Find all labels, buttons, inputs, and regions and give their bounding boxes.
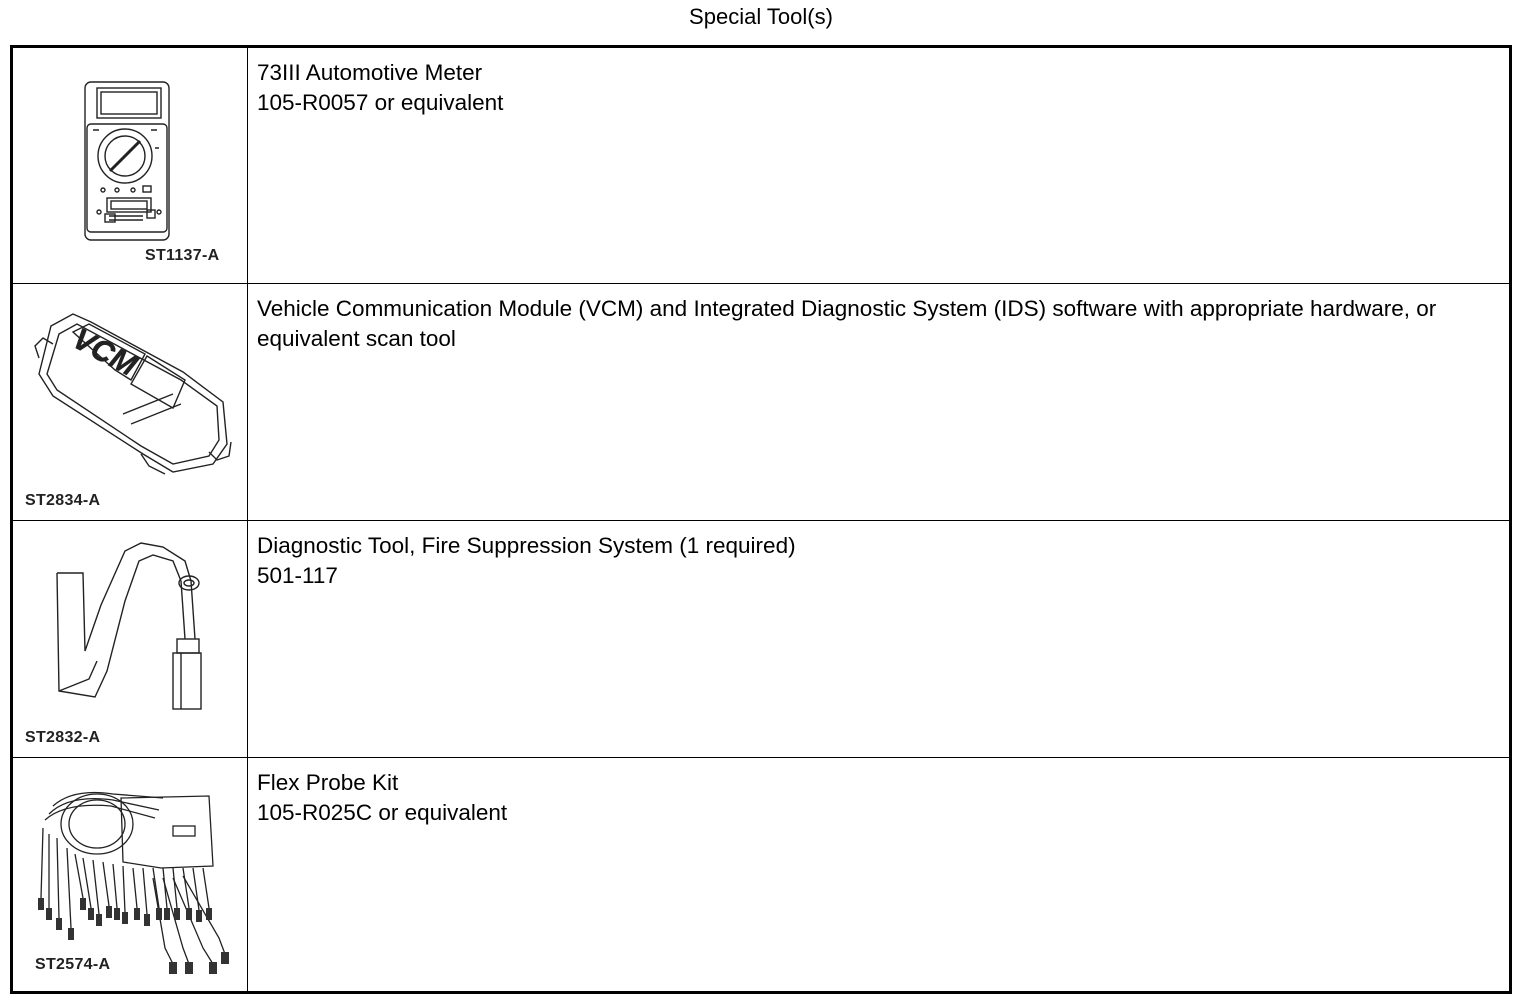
tool-image-cell: [13, 284, 248, 521]
tool-number: 105-R0057 or equivalent: [257, 90, 504, 115]
special-tools-table: [10, 45, 1512, 994]
figure-code: ST2834-A: [25, 492, 101, 509]
diagnostic-cable-icon: [13, 521, 248, 758]
tool-description-cell: [248, 48, 1509, 284]
tool-description-cell: [248, 521, 1509, 758]
tool-name: Vehicle Communication Module (VCM) and Integrated Diagnostic System (IDS) software with appropriate hardware, or equivalent scan tool: [257, 296, 1437, 351]
tool-image-cell: [13, 521, 248, 758]
figure-code: ST2832-A: [25, 729, 101, 746]
tool-number: 105-R025C or equivalent: [257, 800, 508, 825]
tool-image-cell: [13, 758, 248, 991]
tool-name: Diagnostic Tool, Fire Suppression System (1 required): [257, 533, 796, 558]
tool-name: Flex Probe Kit: [257, 770, 399, 795]
vcm-module-icon: [13, 284, 248, 521]
page-title: Special Tool(s): [689, 4, 833, 29]
tool-image-cell: [13, 48, 248, 284]
tool-description-cell: [248, 284, 1509, 521]
vcm-logo: VCM: [67, 322, 142, 383]
tool-number: 501-117: [257, 563, 338, 588]
figure-code: ST1137-A: [145, 247, 220, 264]
tool-name: 73III Automotive Meter: [257, 60, 483, 85]
figure-code: ST2574-A: [35, 956, 111, 973]
tool-description-cell: [248, 758, 1509, 991]
